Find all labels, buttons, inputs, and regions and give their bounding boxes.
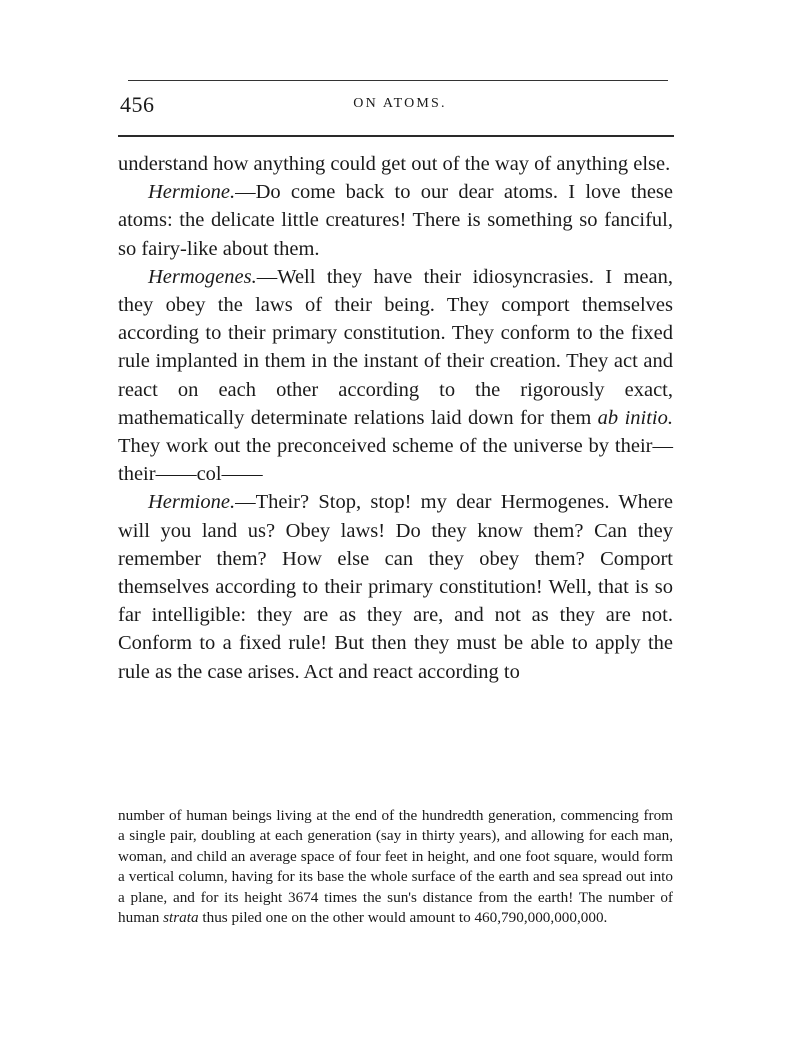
main-text	[118, 150, 673, 686]
running-title: ON ATOMS.	[353, 96, 447, 111]
paragraph-text: —Do come back to our dear atoms. I love these atoms: the delicate little creatures! There is something so fanciful, so fairy-like about them.	[118, 181, 673, 260]
footnote-italic: strata	[163, 909, 199, 927]
paragraph-text: They work out the preconceived scheme of the universe by their—their——col——	[118, 435, 673, 486]
footnote-paragraph	[118, 806, 673, 928]
speaker-name: Hermione.	[148, 491, 236, 514]
paragraph-hermogenes	[118, 263, 673, 489]
footnote-text: thus piled one on the other would amount to 460,790,000,000,000.	[198, 909, 608, 927]
speaker-name: Hermione.	[148, 181, 236, 204]
paragraph-text: —Their? Stop, stop! my dear Hermogenes. Where will you land us? Obey laws! Do they know them? Can they remember them? How else can they obey them? Comport themselves according to their primary constitution! Well, that is so far intelligible: they are as they are, and not as they are not. Conform to a fixed rule! But then they must be able to apply the rule as the case arises. Act and react according to	[118, 491, 673, 683]
page-number: 456	[120, 92, 155, 117]
paragraph-hermione-2	[118, 488, 673, 685]
paragraph-text: understand how anything could get out of the way of anything else.	[118, 153, 671, 175]
footnote	[118, 806, 673, 928]
footnote-text: number of human beings living at the end of the hundredth generation, commencing from a single pair, doubling at each generation (say in thirty years), and allowing for each man, woman, and child an average space of four feet in height, and one foot square, would form a vertical column, having for its base the whole surface of the earth and sea spread out into a plane, and for its height 3674 times the sun's distance from the earth! The number of human	[118, 807, 673, 927]
header-bottom-rule	[118, 135, 674, 137]
paragraph-text: —Well they have their idiosyncrasies. I mean, they obey the laws of their being. They comport themselves according to their primary constitution. They conform to the fixed rule implanted in them in the instant of their creation. They act and react on each other according to the rigorously exact, mathematically determinate relations laid down for them	[118, 265, 673, 429]
paragraph-hermione-1	[118, 178, 673, 263]
speaker-name: Hermogenes.	[148, 265, 257, 288]
latin-phrase: ab initio.	[597, 406, 673, 429]
header-top-rule	[128, 80, 668, 81]
paragraph-continuation	[118, 150, 673, 178]
